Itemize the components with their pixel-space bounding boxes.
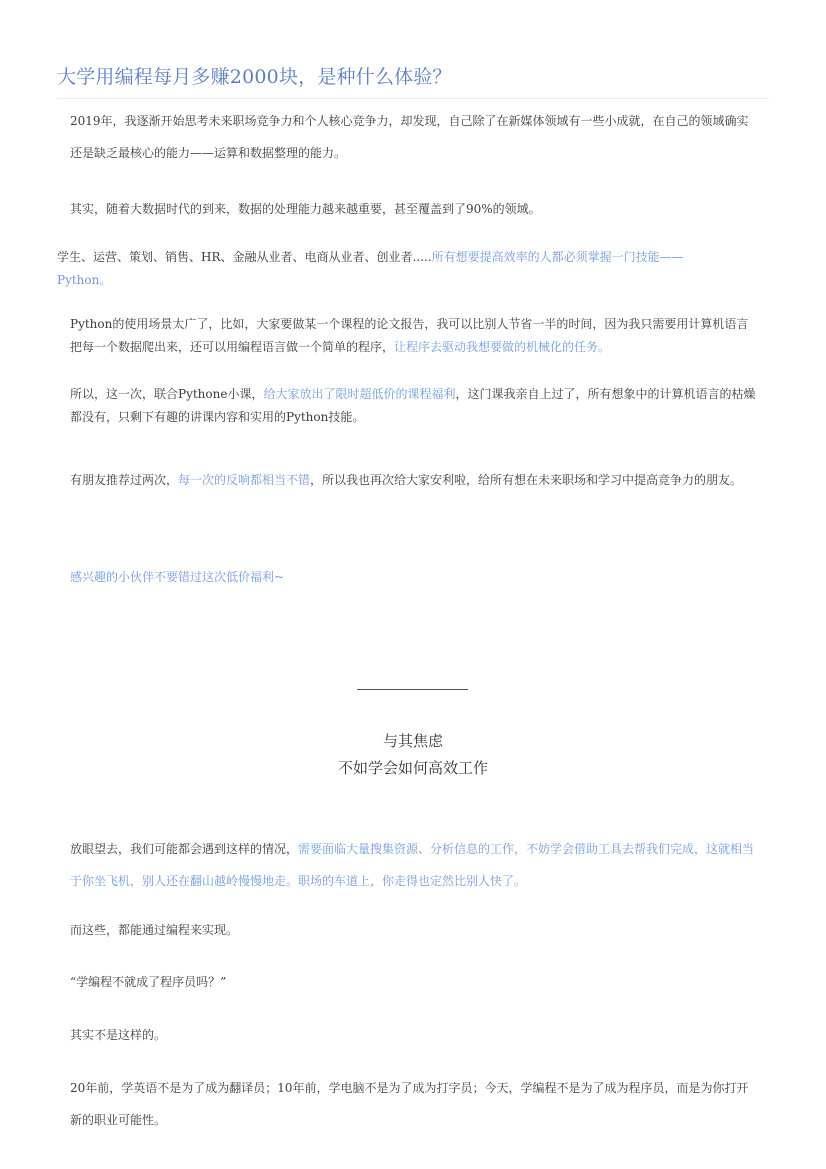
paragraph-call-to-action: 感兴趣的小伙伴不要错过这次低价福利~ xyxy=(70,570,285,584)
section-heading-line1: 与其焦虑 xyxy=(382,732,443,750)
section-heading-line2: 不如学会如何高效工作 xyxy=(337,759,488,777)
paragraph-python-usage xyxy=(70,313,756,359)
python-skill-highlight: 所有想要提高效率的人都必须掌握一门技能——Python。 xyxy=(57,250,684,287)
paragraph-programming: 而这些，都能通过编程来实现。 xyxy=(70,923,239,937)
recommendation-highlight: 每一次的反响都相当不错 xyxy=(178,473,311,487)
recommendation-text-b: ，所以我也再次给大家安利啦，给所有想在未来职场和学习中提高竞争力的朋友。 xyxy=(310,473,743,487)
paragraph-question: “学编程不就成了程序员吗？” xyxy=(70,975,227,989)
offer-text-b: ，这门课我亲自上过了，所有想象中的计算机语言的枯燥都没有，只剩下有趣的讲课内容和实用的Python技能。 xyxy=(70,387,756,424)
professions-text: 学生、运营、策划、销售、HR、金融从业者、电商从业者、创业者..... xyxy=(57,250,432,264)
section-divider xyxy=(357,689,468,690)
paragraph-intro: 2019年，我逐渐开始思考未来职场竞争力和个人核心竞争力，却发现，自己除了在新媒体领域有一些小成就，在自己的领域确实还是缺乏最核心的能力——运算和数据整理的能力。 xyxy=(70,114,749,160)
usage-highlight: 让程序去驱动我想要做的机械化的任务。 xyxy=(394,340,611,354)
article-title: 大学用编程每月多赚2000块，是种什么体验？ xyxy=(57,66,452,88)
paragraph-history: 20年前，学英语不是为了成为翻译员；10年前，学电脑不是为了成为打字员；今天，学编程不是为了成为程序员，而是为你打开新的职业可能性。 xyxy=(70,1081,749,1127)
efficiency-highlight: 需要面临大量搜集资源、分析信息的工作，不妨学会借助工具去帮我们完成，这就相当于你坐飞机，别人还在翻山越岭慢慢地走。职场的车道上，你走得也定然比别人快了。 xyxy=(70,842,755,888)
paragraph-efficiency xyxy=(70,833,756,897)
recommendation-text-a: 有朋友推荐过两次， xyxy=(70,473,179,487)
paragraph-course-offer xyxy=(70,383,756,429)
offer-text-a: 所以，这一次，联合Pythone小课， xyxy=(70,387,264,401)
paragraph-answer: 其实不是这样的。 xyxy=(70,1028,167,1042)
paragraph-professions xyxy=(57,246,727,292)
paragraph-big-data: 其实，随着大数据时代的到来，数据的处理能力越来越重要，甚至覆盖到了90%的领域。 xyxy=(70,202,541,216)
title-divider xyxy=(57,98,769,99)
paragraph-recommendation xyxy=(70,464,756,496)
usage-text: Python的使用场景太广了，比如，大家要做某一个课程的论文报告，我可以比别人节省一半的时间，因为我只需要用计算机语言把每一个数据爬出来，还可以用编程语言做一个简单的程序， xyxy=(70,317,749,354)
offer-highlight: 给大家放出了限时超低价的课程福利 xyxy=(263,387,456,401)
efficiency-text: 放眼望去，我们可能都会遇到这样的情况， xyxy=(70,842,299,856)
